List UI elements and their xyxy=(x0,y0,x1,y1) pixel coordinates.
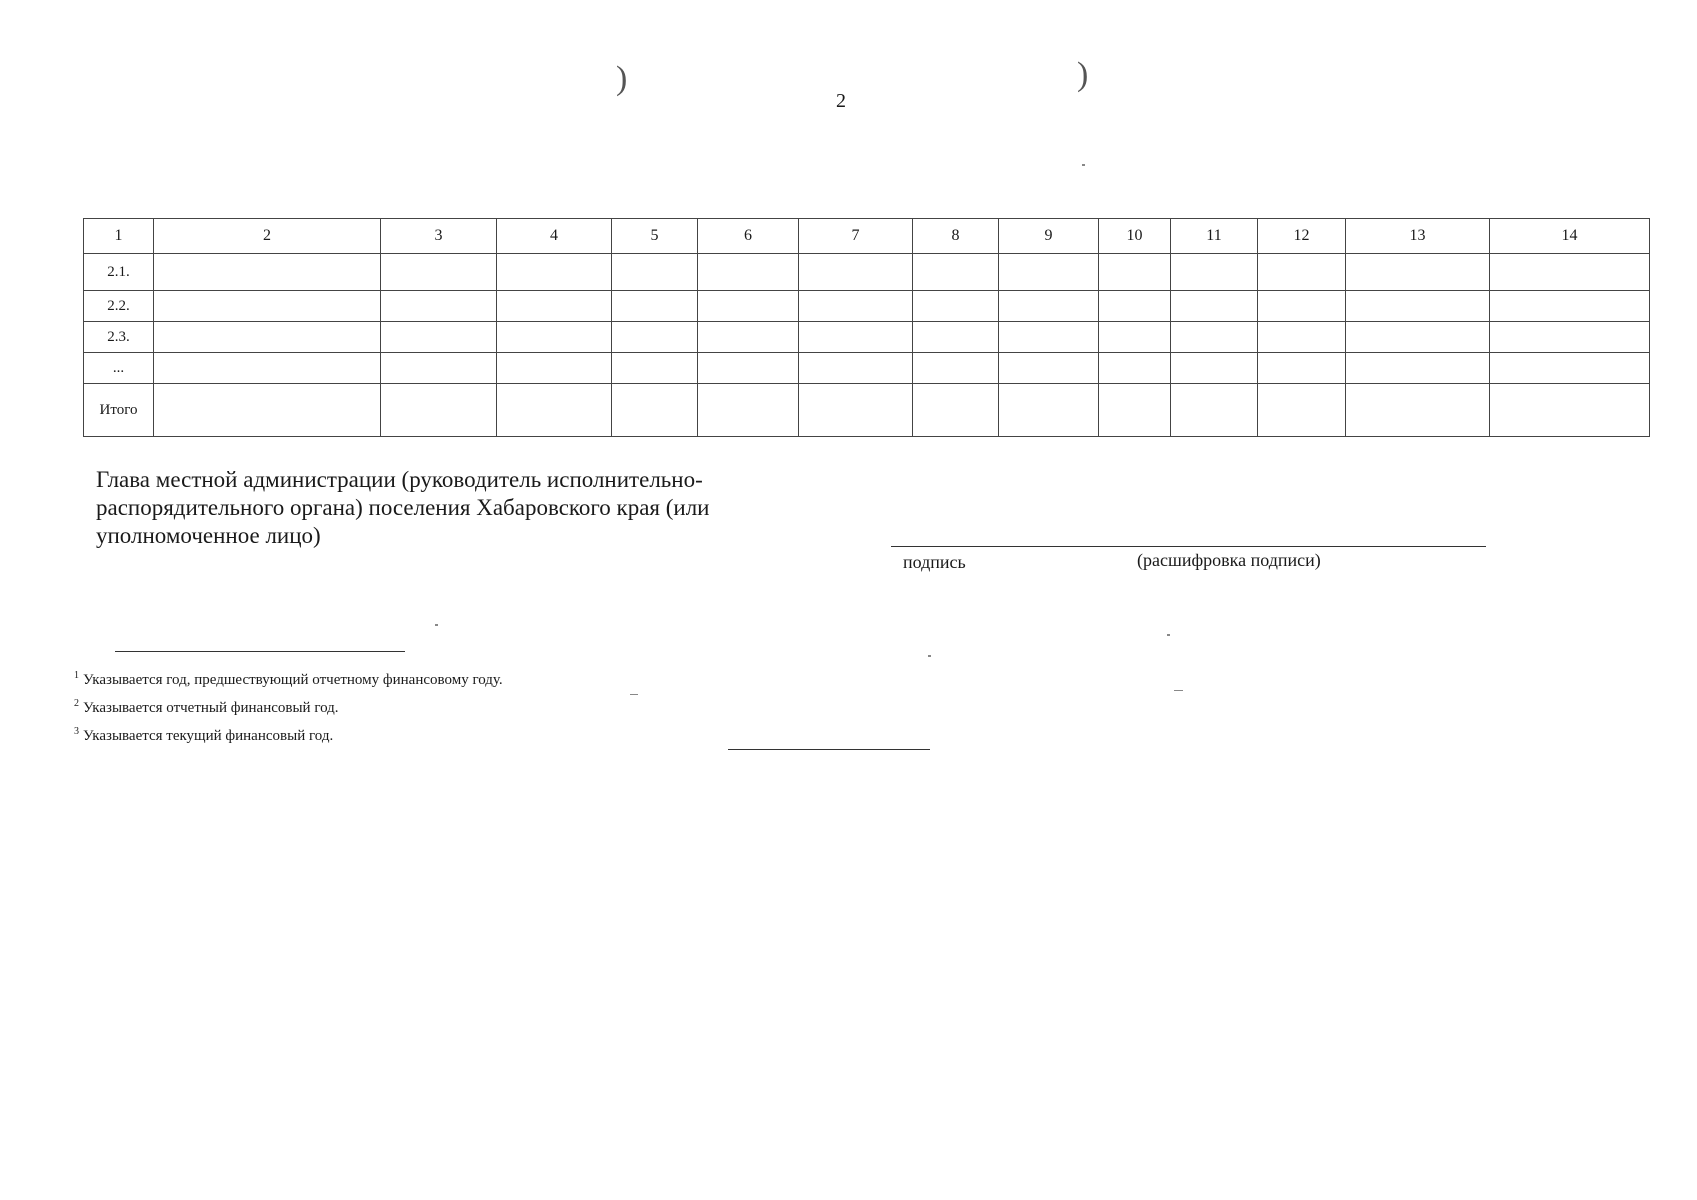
table-row xyxy=(84,353,1650,384)
table-cell xyxy=(612,291,698,322)
table-cell xyxy=(799,353,913,384)
signature-line xyxy=(891,546,1486,547)
signature-decode-caption: (расшифровка подписи) xyxy=(1137,550,1321,570)
table-header-cell: 7 xyxy=(799,219,913,254)
table-cell xyxy=(698,384,799,437)
table-cell xyxy=(1490,322,1650,353)
scan-speck xyxy=(435,624,438,626)
table-header-cell: 5 xyxy=(612,219,698,254)
table-cell xyxy=(1346,353,1490,384)
table-cell xyxy=(154,384,381,437)
table-cell xyxy=(799,254,913,291)
scan-speck xyxy=(1082,164,1085,166)
table-cell xyxy=(1099,384,1171,437)
table-cell xyxy=(497,353,612,384)
table-cell xyxy=(999,322,1099,353)
table-cell xyxy=(612,384,698,437)
table-row xyxy=(84,254,1650,291)
table-header-cell: 12 xyxy=(1258,219,1346,254)
signatory-title-line: распорядительного органа) поселения Хабаровского края (или xyxy=(96,495,710,520)
table-cell xyxy=(381,384,497,437)
table-header-cell: 1 xyxy=(84,219,154,254)
row-label: 2.2. xyxy=(84,291,154,322)
footnote-mark: 2 xyxy=(74,698,79,709)
footnote-item xyxy=(74,664,503,692)
table-cell xyxy=(1346,322,1490,353)
table-cell xyxy=(1258,254,1346,291)
table-cell xyxy=(913,254,999,291)
table-cell xyxy=(497,322,612,353)
report-table xyxy=(83,218,1650,437)
table-cell xyxy=(799,291,913,322)
scan-speck xyxy=(630,694,638,695)
table-cell xyxy=(1099,322,1171,353)
signatory-title-line: Глава местной администрации (руководитель исполнительно- xyxy=(96,467,703,492)
table-cell xyxy=(1490,254,1650,291)
table-header-row xyxy=(84,219,1650,254)
table-cell xyxy=(154,322,381,353)
table-cell xyxy=(1171,291,1258,322)
signatory-title xyxy=(96,466,776,550)
table-row xyxy=(84,322,1650,353)
table-cell xyxy=(612,353,698,384)
closing-rule xyxy=(728,749,930,750)
table-header-cell: 3 xyxy=(381,219,497,254)
table-cell xyxy=(913,384,999,437)
table-cell xyxy=(913,353,999,384)
row-label: 2.1. xyxy=(84,254,154,291)
row-label: Итого xyxy=(84,384,154,437)
table-cell xyxy=(913,322,999,353)
table-cell xyxy=(497,254,612,291)
footnotes xyxy=(74,664,503,748)
table-cell xyxy=(999,353,1099,384)
footnote-mark: 3 xyxy=(74,726,79,737)
table-cell xyxy=(612,322,698,353)
table-cell xyxy=(698,254,799,291)
table-cell xyxy=(381,322,497,353)
table-cell xyxy=(1258,384,1346,437)
table-cell xyxy=(1171,322,1258,353)
table-cell xyxy=(1258,322,1346,353)
signatory-title-line: уполномоченное лицо) xyxy=(96,523,321,548)
row-label: ... xyxy=(84,353,154,384)
scan-speck xyxy=(928,655,931,657)
table-cell xyxy=(999,254,1099,291)
table-cell xyxy=(497,291,612,322)
page-number: 2 xyxy=(836,90,846,112)
scan-speck xyxy=(1174,690,1183,691)
table-header-cell: 8 xyxy=(913,219,999,254)
table-cell xyxy=(999,384,1099,437)
table-header-cell: 4 xyxy=(497,219,612,254)
table-cell xyxy=(1346,384,1490,437)
table-cell xyxy=(698,353,799,384)
table-cell xyxy=(799,384,913,437)
footnote-item xyxy=(74,692,503,720)
table-cell xyxy=(154,291,381,322)
table-cell xyxy=(1099,353,1171,384)
table-cell xyxy=(1490,291,1650,322)
table-cell xyxy=(999,291,1099,322)
table-cell xyxy=(1258,353,1346,384)
table-cell xyxy=(154,254,381,291)
table-cell xyxy=(1490,384,1650,437)
table-header-cell: 10 xyxy=(1099,219,1171,254)
row-label: 2.3. xyxy=(84,322,154,353)
table-header-cell: 14 xyxy=(1490,219,1650,254)
table-header-cell: 11 xyxy=(1171,219,1258,254)
table-cell xyxy=(1346,291,1490,322)
footnote-mark: 1 xyxy=(74,670,79,681)
table-total-row xyxy=(84,384,1650,437)
table-cell xyxy=(154,353,381,384)
table-cell xyxy=(799,322,913,353)
footnote-text: Указывается год, предшествующий отчетному финансовому году. xyxy=(83,672,503,688)
table-cell xyxy=(913,291,999,322)
table-cell xyxy=(381,254,497,291)
table-cell xyxy=(497,384,612,437)
table-cell xyxy=(1171,254,1258,291)
scan-mark: ) xyxy=(1077,56,1089,93)
table-header-cell: 2 xyxy=(154,219,381,254)
footnote-separator xyxy=(115,651,405,652)
table-header-cell: 6 xyxy=(698,219,799,254)
table-cell xyxy=(1258,291,1346,322)
table-row xyxy=(84,291,1650,322)
table-cell xyxy=(1490,353,1650,384)
table-cell xyxy=(698,322,799,353)
table-cell xyxy=(1099,291,1171,322)
scan-mark: ) xyxy=(616,60,628,97)
table-header-cell: 9 xyxy=(999,219,1099,254)
footnote-item xyxy=(74,720,503,748)
footnote-text: Указывается текущий финансовый год. xyxy=(83,728,334,744)
table-cell xyxy=(1099,254,1171,291)
table-cell xyxy=(612,254,698,291)
signature-caption: подпись xyxy=(903,552,966,572)
table-header-cell: 13 xyxy=(1346,219,1490,254)
table-cell xyxy=(1346,254,1490,291)
table-cell xyxy=(698,291,799,322)
table-cell xyxy=(1171,384,1258,437)
scan-speck xyxy=(1167,634,1170,636)
table-cell xyxy=(381,353,497,384)
table-cell xyxy=(381,291,497,322)
footnote-text: Указывается отчетный финансовый год. xyxy=(83,700,339,716)
table-cell xyxy=(1171,353,1258,384)
